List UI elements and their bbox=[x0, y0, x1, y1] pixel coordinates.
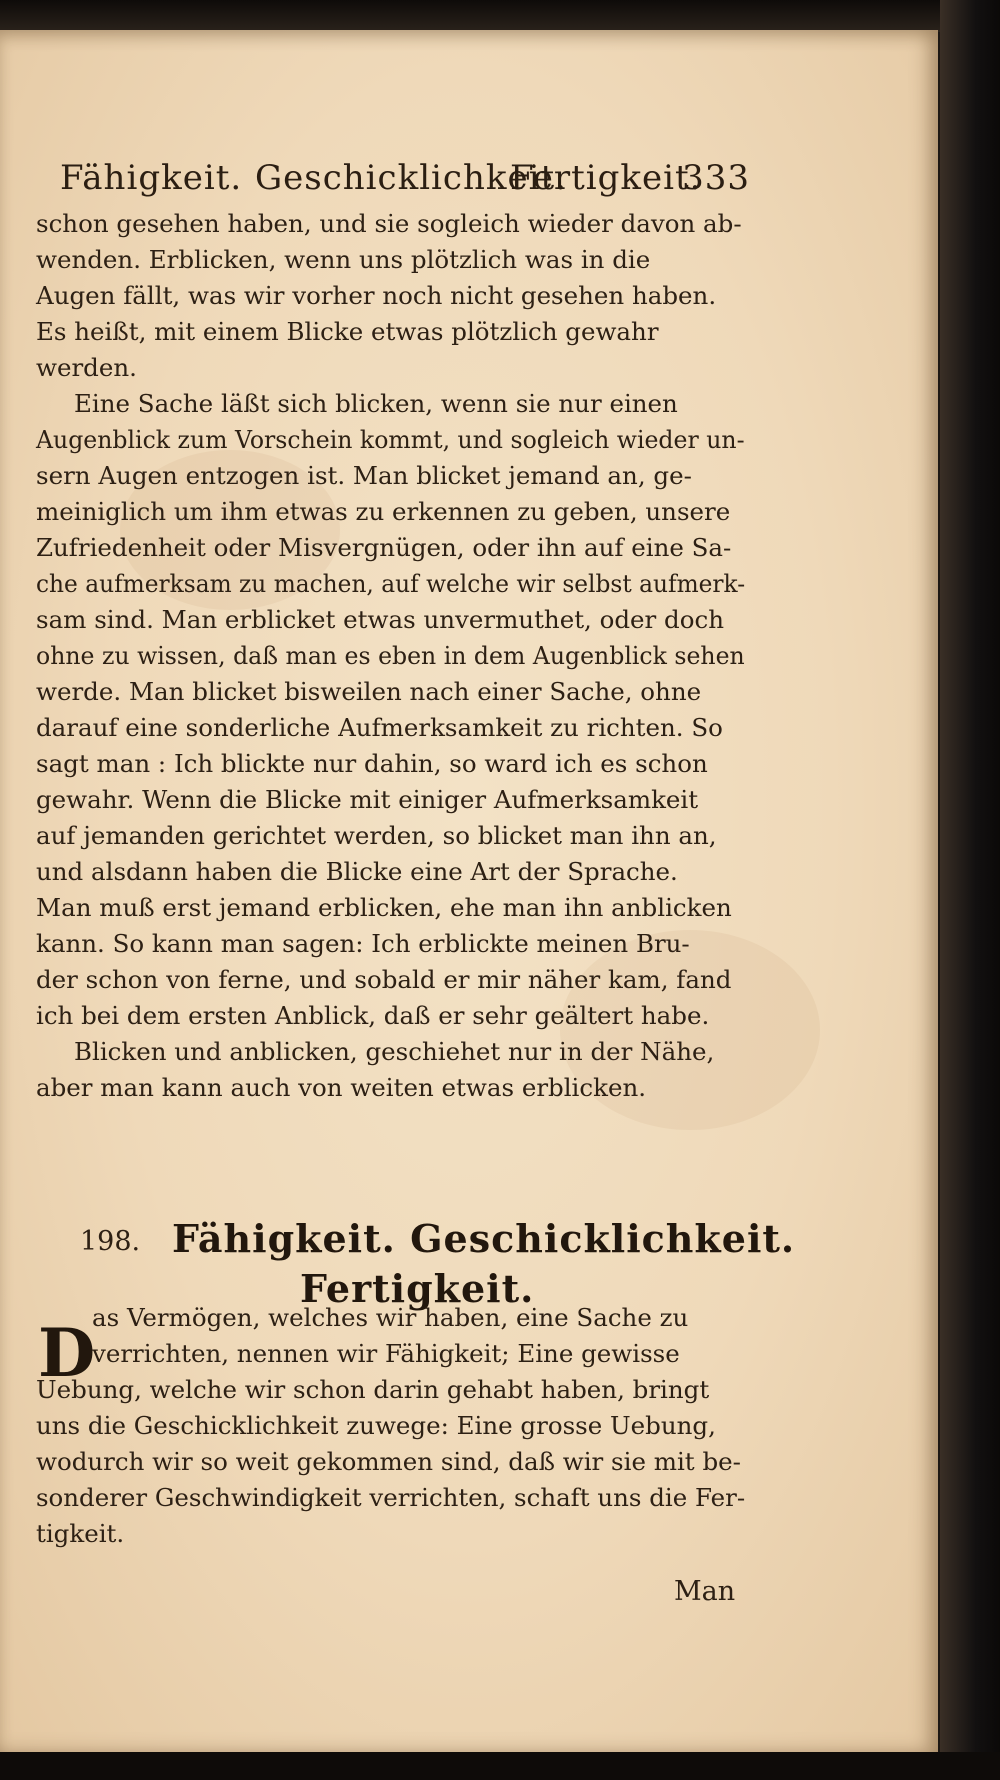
text-line: che aufmerksam zu machen, auf welche wir selbst aufmerk- bbox=[36, 569, 746, 598]
section-number: 198. bbox=[80, 1226, 141, 1257]
text-line: verrichten, nennen wir Fähigkeit; Eine gewisse bbox=[92, 1339, 680, 1368]
catchword: Man bbox=[674, 1576, 736, 1607]
header-title-3: Fertigkeit. bbox=[510, 158, 702, 198]
text-line: und alsdann haben die Blicke eine Art der Sprache. bbox=[36, 857, 678, 886]
text-line: sagt man : Ich blickte nur dahin, so ward ich es schon bbox=[36, 749, 708, 778]
text-line: sern Augen entzogen ist. Man blicket jemand an, ge- bbox=[36, 461, 692, 490]
text-line: auf jemanden gerichtet werden, so blicket man ihn an, bbox=[36, 821, 717, 850]
text-line: meiniglich um ihm etwas zu erkennen zu geben, unsere bbox=[36, 497, 731, 526]
scan-top-edge bbox=[0, 0, 1000, 32]
section-title-line-2: Fertigkeit. bbox=[300, 1266, 535, 1311]
text-line: ich bei dem ersten Anblick, daß er sehr geältert habe. bbox=[36, 1001, 710, 1030]
text-line: gewahr. Wenn die Blicke mit einiger Aufmerksamkeit bbox=[36, 785, 699, 814]
text-line: Man muß erst jemand erblicken, ehe man ihn anblicken bbox=[36, 893, 732, 922]
text-line: werden. bbox=[36, 353, 137, 382]
page-number: 333 bbox=[682, 158, 750, 198]
text-line: Zufriedenheit oder Misvergnügen, oder ihn auf eine Sa- bbox=[36, 533, 732, 562]
book-page bbox=[0, 30, 938, 1752]
text-line: werde. Man blicket bisweilen nach einer Sache, ohne bbox=[36, 677, 702, 706]
text-line: darauf eine sonderliche Aufmerksamkeit zu richten. So bbox=[36, 713, 723, 742]
text-line: ohne zu wissen, daß man es eben in dem Augenblick sehen bbox=[36, 641, 745, 670]
scan-right-edge bbox=[940, 0, 1000, 1780]
text-line: aber man kann auch von weiten etwas erblicken. bbox=[36, 1073, 647, 1102]
text-line: Augen fällt, was wir vorher noch nicht gesehen haben. bbox=[36, 281, 717, 310]
text-line: sonderer Geschwindigkeit verrichten, schaft uns die Fer- bbox=[36, 1483, 746, 1512]
header-title-1: Fähigkeit. bbox=[60, 158, 243, 198]
text-line: uns die Geschicklichkeit zuwege: Eine grosse Uebung, bbox=[36, 1411, 716, 1440]
text-line: tigkeit. bbox=[36, 1519, 125, 1548]
scan-bottom-edge bbox=[0, 1752, 1000, 1780]
section-title-line-1: Fähigkeit. Geschicklichkeit. bbox=[172, 1216, 796, 1261]
text-line: Uebung, welche wir schon darin gehabt haben, bringt bbox=[36, 1375, 710, 1404]
text-line: as Vermögen, welches wir haben, eine Sache zu bbox=[92, 1303, 689, 1332]
text-line: wodurch wir so weit gekommen sind, daß wir sie mit be- bbox=[36, 1447, 741, 1476]
drop-capital: D bbox=[38, 1314, 96, 1392]
text-line: Eine Sache läßt sich blicken, wenn sie nur einen bbox=[74, 389, 678, 418]
text-line: wenden. Erblicken, wenn uns plötzlich was in die bbox=[36, 245, 651, 274]
text-line: sam sind. Man erblicket etwas unvermuthet, oder doch bbox=[36, 605, 724, 634]
text-line: Blicken und anblicken, geschiehet nur in der Nähe, bbox=[74, 1037, 715, 1066]
text-line: schon gesehen haben, und sie sogleich wieder davon ab- bbox=[36, 209, 742, 238]
header-title-2: Geschicklichkeit. bbox=[255, 158, 567, 198]
text-line: kann. So kann man sagen: Ich erblickte meinen Bru- bbox=[36, 929, 690, 958]
text-line: der schon von ferne, und sobald er mir näher kam, fand bbox=[36, 965, 732, 994]
text-line: Augenblick zum Vorschein kommt, und sogleich wieder un- bbox=[36, 425, 745, 454]
text-line: Es heißt, mit einem Blicke etwas plötzlich gewahr bbox=[36, 317, 659, 346]
